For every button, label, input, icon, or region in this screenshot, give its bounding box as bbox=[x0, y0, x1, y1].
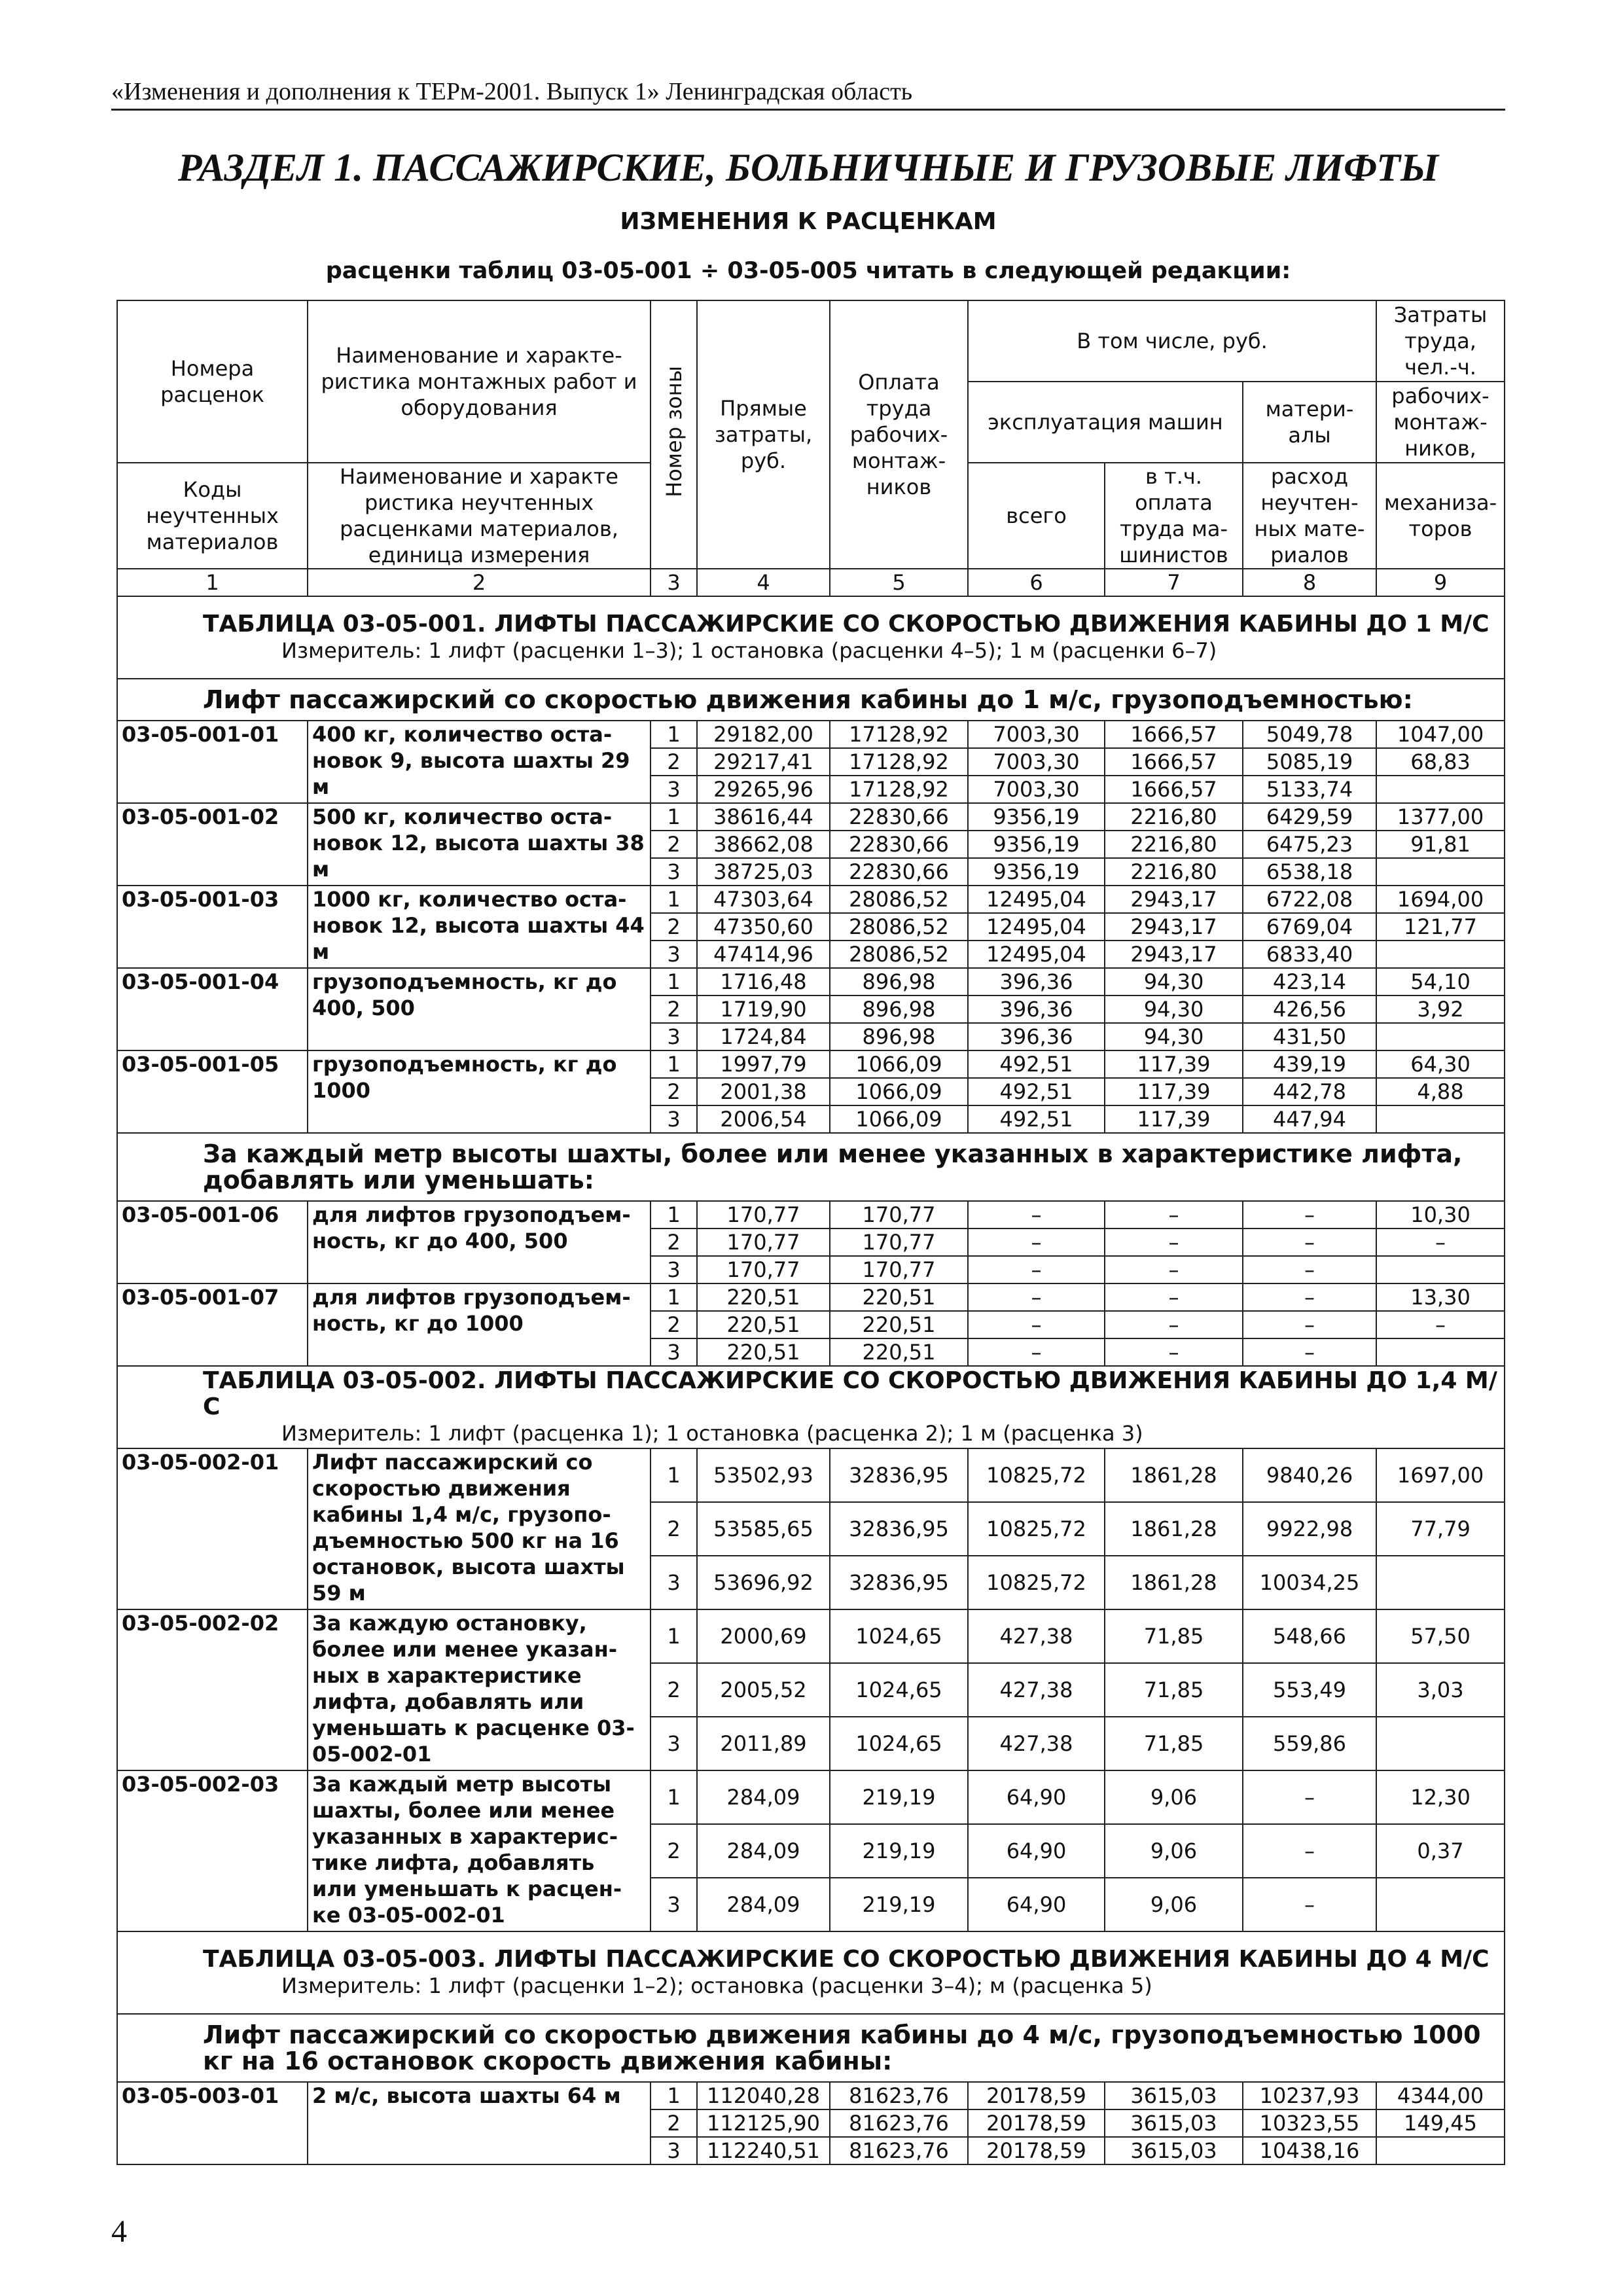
value-cell: 32836,95 bbox=[830, 1502, 968, 1556]
value-cell: 170,77 bbox=[830, 1256, 968, 1283]
value-cell: – bbox=[968, 1229, 1105, 1256]
value-cell: 170,77 bbox=[830, 1229, 968, 1256]
rate-code: 03-05-002-03 bbox=[117, 1770, 308, 1931]
value-cell: 1697,00 bbox=[1376, 1448, 1505, 1502]
value-cell bbox=[1376, 1256, 1505, 1283]
value-cell: – bbox=[1243, 1229, 1376, 1256]
value-cell: 1666,57 bbox=[1105, 776, 1243, 803]
value-cell: 9922,98 bbox=[1243, 1502, 1376, 1556]
col-mechanics: механиза-торов bbox=[1376, 463, 1505, 569]
value-cell: 6475,23 bbox=[1243, 831, 1376, 858]
value-cell: 29217,41 bbox=[697, 748, 830, 776]
value-cell bbox=[1376, 1105, 1505, 1133]
value-cell: 4,88 bbox=[1376, 1078, 1505, 1105]
value-cell: 6722,08 bbox=[1243, 886, 1376, 913]
value-cell: – bbox=[1243, 1824, 1376, 1878]
value-cell: 10237,93 bbox=[1243, 2082, 1376, 2109]
section-heading: ТАБЛИЦА 03-05-002. ЛИФТЫ ПАССАЖИРСКИЕ СО СКОРОСТЬЮ ДВИЖЕНИЯ КАБИНЫ ДО 1,4 М/С bbox=[203, 1367, 1497, 1420]
value-cell: 22830,66 bbox=[830, 858, 968, 886]
value-cell: 1861,28 bbox=[1105, 1502, 1243, 1556]
zone-cell: 1 bbox=[651, 1448, 697, 1502]
value-cell: 2001,38 bbox=[697, 1078, 830, 1105]
value-cell: 6429,59 bbox=[1243, 803, 1376, 831]
value-cell: 492,51 bbox=[968, 1105, 1105, 1133]
rate-code: 03-05-001-07 bbox=[117, 1283, 308, 1366]
value-cell: 220,51 bbox=[697, 1338, 830, 1366]
rate-name: 1000 кг, количество оста-новок 12, высота шахты 44 м bbox=[308, 886, 651, 968]
value-cell: 81623,76 bbox=[830, 2109, 968, 2137]
zone-cell: 2 bbox=[651, 1229, 697, 1256]
value-cell: 20178,59 bbox=[968, 2137, 1105, 2164]
rate-name: для лифтов грузоподъем-ность, кг до 1000 bbox=[308, 1283, 651, 1366]
value-cell: 17128,92 bbox=[830, 721, 968, 748]
value-cell: 10438,16 bbox=[1243, 2137, 1376, 2164]
value-cell: – bbox=[1243, 1878, 1376, 1931]
value-cell: 9356,19 bbox=[968, 858, 1105, 886]
value-cell: 38725,03 bbox=[697, 858, 830, 886]
value-cell: 426,56 bbox=[1243, 996, 1376, 1023]
col-numbers: Номера расценок bbox=[117, 300, 308, 463]
value-cell: 20178,59 bbox=[968, 2082, 1105, 2109]
value-cell bbox=[1376, 1023, 1505, 1050]
value-cell: 81623,76 bbox=[830, 2082, 968, 2109]
zone-cell: 1 bbox=[651, 1770, 697, 1824]
value-cell: 28086,52 bbox=[830, 941, 968, 968]
column-numbers-row: 1 2 3 4 5 6 7 8 9 bbox=[117, 569, 1505, 596]
zone-cell: 1 bbox=[651, 968, 697, 996]
col-name2: Наименование и характе ристика неучтенных расценками материалов, единица измерения bbox=[308, 463, 651, 569]
value-cell: 117,39 bbox=[1105, 1078, 1243, 1105]
value-cell: 1724,84 bbox=[697, 1023, 830, 1050]
col-direct: Прямые затраты, руб. bbox=[697, 300, 830, 569]
table-row bbox=[117, 1201, 1505, 1229]
value-cell: 71,85 bbox=[1105, 1609, 1243, 1663]
value-cell bbox=[1376, 1717, 1505, 1770]
value-cell: 47350,60 bbox=[697, 913, 830, 941]
value-cell: 1694,00 bbox=[1376, 886, 1505, 913]
value-cell: 442,78 bbox=[1243, 1078, 1376, 1105]
value-cell: – bbox=[1243, 1311, 1376, 1338]
value-cell: 284,09 bbox=[697, 1824, 830, 1878]
value-cell: 9,06 bbox=[1105, 1878, 1243, 1931]
section-heading: ТАБЛИЦА 03-05-001. ЛИФТЫ ПАССАЖИРСКИЕ СО СКОРОСТЬЮ ДВИЖЕНИЯ КАБИНЫ ДО 1 М/С bbox=[203, 611, 1489, 637]
value-cell: 1997,79 bbox=[697, 1050, 830, 1078]
subtitle: ИЗМЕНЕНИЯ К РАСЦЕНКАМ bbox=[620, 208, 997, 235]
value-cell: 220,51 bbox=[830, 1311, 968, 1338]
value-cell: 12495,04 bbox=[968, 886, 1105, 913]
value-cell: 427,38 bbox=[968, 1663, 1105, 1717]
value-cell: 71,85 bbox=[1105, 1663, 1243, 1717]
value-cell: 38662,08 bbox=[697, 831, 830, 858]
value-cell: 6769,04 bbox=[1243, 913, 1376, 941]
table-row bbox=[117, 886, 1505, 913]
rate-code: 03-05-001-04 bbox=[117, 968, 308, 1050]
zone-cell: 1 bbox=[651, 2082, 697, 2109]
col-machinists: в т.ч. оплата труда ма-шинистов bbox=[1105, 463, 1243, 569]
value-cell: 10034,25 bbox=[1243, 1556, 1376, 1609]
rates-table bbox=[116, 300, 1505, 2165]
value-cell: 10323,55 bbox=[1243, 2109, 1376, 2137]
rate-code: 03-05-001-02 bbox=[117, 803, 308, 886]
zone-cell: 2 bbox=[651, 748, 697, 776]
value-cell: 22830,66 bbox=[830, 803, 968, 831]
value-cell: – bbox=[1243, 1283, 1376, 1311]
zone-cell: 2 bbox=[651, 913, 697, 941]
table-row bbox=[117, 2082, 1505, 2109]
zone-cell: 2 bbox=[651, 1502, 697, 1556]
value-cell: 12,30 bbox=[1376, 1770, 1505, 1824]
value-cell bbox=[1376, 858, 1505, 886]
zone-cell: 3 bbox=[651, 776, 697, 803]
col-incl: В том числе, руб. bbox=[968, 300, 1376, 382]
value-cell: 117,39 bbox=[1105, 1105, 1243, 1133]
value-cell: – bbox=[968, 1338, 1105, 1366]
value-cell: 170,77 bbox=[697, 1229, 830, 1256]
zone-cell: 1 bbox=[651, 1050, 697, 1078]
value-cell: – bbox=[968, 1283, 1105, 1311]
value-cell: – bbox=[1243, 1201, 1376, 1229]
section-title: РАЗДЕЛ 1. ПАССАЖИРСКИЕ, БОЛЬНИЧНЫЕ И ГРУЗОВЫЕ ЛИФТЫ bbox=[177, 146, 1439, 189]
subsection-title: Лифт пассажирский со скоростью движения кабины до 1 м/с, грузоподъемностью: bbox=[117, 679, 1505, 721]
value-cell: 10,30 bbox=[1376, 1201, 1505, 1229]
rate-name: грузоподъемность, кг до 1000 bbox=[308, 1050, 651, 1133]
col-name: Наименование и характе-ристика монтажных работ и оборудования bbox=[308, 300, 651, 463]
zone-cell: 2 bbox=[651, 1663, 697, 1717]
subsection-title: За каждый метр высоты шахты, более или менее указанных в характеристике лифта, добавлять или уменьшать: bbox=[117, 1133, 1505, 1201]
rate-name: грузоподъемность, кг до 400, 500 bbox=[308, 968, 651, 1050]
value-cell: 1861,28 bbox=[1105, 1448, 1243, 1502]
value-cell: 1377,00 bbox=[1376, 803, 1505, 831]
value-cell: 112240,51 bbox=[697, 2137, 830, 2164]
value-cell: 7003,30 bbox=[968, 721, 1105, 748]
value-cell: 47414,96 bbox=[697, 941, 830, 968]
value-cell: 17128,92 bbox=[830, 748, 968, 776]
col-codes: Коды неучтенных материалов bbox=[117, 463, 308, 569]
zone-cell: 3 bbox=[651, 1556, 697, 1609]
value-cell: 1066,09 bbox=[830, 1078, 968, 1105]
zone-cell: 3 bbox=[651, 1878, 697, 1931]
value-cell: – bbox=[1243, 1770, 1376, 1824]
value-cell: 2005,52 bbox=[697, 1663, 830, 1717]
value-cell: 29265,96 bbox=[697, 776, 830, 803]
value-cell: – bbox=[968, 1256, 1105, 1283]
value-cell bbox=[1376, 941, 1505, 968]
zone-cell: 1 bbox=[651, 1283, 697, 1311]
measurement-unit: Измеритель: 1 лифт (расценки 1–3); 1 остановка (расценки 4–5); 1 м (расценки 6–7) bbox=[281, 638, 1217, 663]
table-row bbox=[117, 1770, 1505, 1824]
value-cell: 220,51 bbox=[697, 1283, 830, 1311]
zone-cell: 1 bbox=[651, 721, 697, 748]
subsection-title: Лифт пассажирский со скоростью движения кабины до 4 м/с, грузоподъемностью 1000 кг на 16 остановок скорость движения кабины: bbox=[117, 2014, 1505, 2082]
value-cell: 28086,52 bbox=[830, 913, 968, 941]
table-row bbox=[117, 1050, 1505, 1078]
value-cell: 5049,78 bbox=[1243, 721, 1376, 748]
value-cell: 396,36 bbox=[968, 996, 1105, 1023]
value-cell bbox=[1376, 776, 1505, 803]
value-cell: 53696,92 bbox=[697, 1556, 830, 1609]
value-cell: 3,92 bbox=[1376, 996, 1505, 1023]
value-cell: 1024,65 bbox=[830, 1663, 968, 1717]
col-materials: матери-алы bbox=[1243, 382, 1376, 463]
value-cell: 2943,17 bbox=[1105, 941, 1243, 968]
value-cell: 553,49 bbox=[1243, 1663, 1376, 1717]
measurement-unit: Измеритель: 1 лифт (расценка 1); 1 остановка (расценка 2); 1 м (расценка 3) bbox=[281, 1421, 1143, 1446]
value-cell: 219,19 bbox=[830, 1824, 968, 1878]
rate-code: 03-05-001-05 bbox=[117, 1050, 308, 1133]
value-cell: 10825,72 bbox=[968, 1556, 1105, 1609]
value-cell: 447,94 bbox=[1243, 1105, 1376, 1133]
value-cell: – bbox=[968, 1311, 1105, 1338]
value-cell: 94,30 bbox=[1105, 996, 1243, 1023]
value-cell: 896,98 bbox=[830, 1023, 968, 1050]
zone-cell: 3 bbox=[651, 1256, 697, 1283]
value-cell: 7003,30 bbox=[968, 748, 1105, 776]
value-cell: 17128,92 bbox=[830, 776, 968, 803]
rate-code: 03-05-002-02 bbox=[117, 1609, 308, 1770]
value-cell: 3615,03 bbox=[1105, 2082, 1243, 2109]
value-cell: 29182,00 bbox=[697, 721, 830, 748]
table-row bbox=[117, 1609, 1505, 1663]
value-cell: 220,51 bbox=[830, 1283, 968, 1311]
value-cell: – bbox=[1105, 1311, 1243, 1338]
value-cell: 548,66 bbox=[1243, 1609, 1376, 1663]
zone-cell: 1 bbox=[651, 803, 697, 831]
value-cell: 94,30 bbox=[1105, 968, 1243, 996]
value-cell: 64,90 bbox=[968, 1824, 1105, 1878]
value-cell: 10825,72 bbox=[968, 1448, 1105, 1502]
col-workers: рабочих-монтаж-ников, bbox=[1376, 382, 1505, 463]
value-cell: – bbox=[1243, 1256, 1376, 1283]
value-cell: 396,36 bbox=[968, 968, 1105, 996]
value-cell: 7003,30 bbox=[968, 776, 1105, 803]
value-cell: 896,98 bbox=[830, 968, 968, 996]
value-cell: 53585,65 bbox=[697, 1502, 830, 1556]
value-cell: 219,19 bbox=[830, 1770, 968, 1824]
value-cell: 1066,09 bbox=[830, 1105, 968, 1133]
value-cell: 9356,19 bbox=[968, 803, 1105, 831]
value-cell: – bbox=[1243, 1338, 1376, 1366]
value-cell: 112040,28 bbox=[697, 2082, 830, 2109]
value-cell: – bbox=[1105, 1229, 1243, 1256]
value-cell: 6538,18 bbox=[1243, 858, 1376, 886]
zone-cell: 2 bbox=[651, 1078, 697, 1105]
value-cell: 112125,90 bbox=[697, 2109, 830, 2137]
value-cell: 1024,65 bbox=[830, 1609, 968, 1663]
zone-cell: 3 bbox=[651, 2137, 697, 2164]
value-cell: 64,90 bbox=[968, 1770, 1105, 1824]
value-cell: 1861,28 bbox=[1105, 1556, 1243, 1609]
table-row bbox=[117, 1283, 1505, 1311]
value-cell: 64,30 bbox=[1376, 1050, 1505, 1078]
value-cell bbox=[1376, 1338, 1505, 1366]
col-consumption: расход неучтен-ных мате-риалов bbox=[1243, 463, 1376, 569]
zone-cell: 2 bbox=[651, 2109, 697, 2137]
value-cell: 149,45 bbox=[1376, 2109, 1505, 2137]
value-cell: 71,85 bbox=[1105, 1717, 1243, 1770]
value-cell: 12495,04 bbox=[968, 941, 1105, 968]
table-row bbox=[117, 1448, 1505, 1502]
rate-code: 03-05-001-03 bbox=[117, 886, 308, 968]
running-header: «Изменения и дополнения к ТЕРм-2001. Выпуск 1» Ленинградская область bbox=[111, 77, 1505, 111]
value-cell: 431,50 bbox=[1243, 1023, 1376, 1050]
col-zone: Номер зоны bbox=[651, 300, 697, 569]
zone-cell: 3 bbox=[651, 941, 697, 968]
value-cell: 3615,03 bbox=[1105, 2137, 1243, 2164]
value-cell: 1666,57 bbox=[1105, 748, 1243, 776]
value-cell: 13,30 bbox=[1376, 1283, 1505, 1311]
table-row bbox=[117, 803, 1505, 831]
value-cell: 427,38 bbox=[968, 1717, 1105, 1770]
value-cell: 77,79 bbox=[1376, 1502, 1505, 1556]
value-cell: 439,19 bbox=[1243, 1050, 1376, 1078]
page-number: 4 bbox=[111, 2214, 127, 2249]
rate-name: 400 кг, количество оста-новок 9, высота шахты 29 м bbox=[308, 721, 651, 803]
rate-name: Лифт пассажирский со скоростью движения кабины 1,4 м/с, грузопо-дъемностью 500 кг на 16 остановок, высота шахты 59 м bbox=[308, 1448, 651, 1609]
zone-cell: 2 bbox=[651, 1824, 697, 1878]
value-cell: 32836,95 bbox=[830, 1556, 968, 1609]
rate-code: 03-05-002-01 bbox=[117, 1448, 308, 1609]
value-cell: 219,19 bbox=[830, 1878, 968, 1931]
zone-cell: 1 bbox=[651, 886, 697, 913]
value-cell: – bbox=[1105, 1338, 1243, 1366]
zone-cell: 1 bbox=[651, 1201, 697, 1229]
value-cell: 20178,59 bbox=[968, 2109, 1105, 2137]
rate-name: За каждый метр высоты шахты, более или менее указанных в характерис-тике лифта, добавлять или уменьшать к расцен-ке 03-05-002-01 bbox=[308, 1770, 651, 1931]
rate-name: для лифтов грузоподъем-ность, кг до 400, 500 bbox=[308, 1201, 651, 1283]
value-cell: 1666,57 bbox=[1105, 721, 1243, 748]
value-cell: – bbox=[1105, 1256, 1243, 1283]
value-cell: 9,06 bbox=[1105, 1770, 1243, 1824]
value-cell: – bbox=[1105, 1201, 1243, 1229]
value-cell: 9356,19 bbox=[968, 831, 1105, 858]
value-cell: 10825,72 bbox=[968, 1502, 1105, 1556]
value-cell: 5085,19 bbox=[1243, 748, 1376, 776]
value-cell: 2216,80 bbox=[1105, 831, 1243, 858]
value-cell: 117,39 bbox=[1105, 1050, 1243, 1078]
col-pay: Оплата труда рабочих-монтаж-ников bbox=[830, 300, 968, 569]
value-cell: 64,90 bbox=[968, 1878, 1105, 1931]
value-cell: 9840,26 bbox=[1243, 1448, 1376, 1502]
value-cell: 22830,66 bbox=[830, 831, 968, 858]
value-cell: 9,06 bbox=[1105, 1824, 1243, 1878]
zone-cell: 2 bbox=[651, 996, 697, 1023]
value-cell: 423,14 bbox=[1243, 968, 1376, 996]
value-cell: 492,51 bbox=[968, 1078, 1105, 1105]
value-cell bbox=[1376, 1556, 1505, 1609]
zone-cell: 2 bbox=[651, 1311, 697, 1338]
rate-name: 2 м/с, высота шахты 64 м bbox=[308, 2082, 651, 2164]
value-cell: 2006,54 bbox=[697, 1105, 830, 1133]
value-cell: 5133,74 bbox=[1243, 776, 1376, 803]
value-cell: 94,30 bbox=[1105, 1023, 1243, 1050]
zone-cell: 3 bbox=[651, 1023, 697, 1050]
rate-name: За каждую остановку, более или менее указан-ных в характеристике лифта, добавлять или уменьшать к расценке 03-05-002-01 bbox=[308, 1609, 651, 1770]
value-cell: 427,38 bbox=[968, 1609, 1105, 1663]
col-machines: эксплуатация машин bbox=[968, 382, 1243, 463]
value-cell: 396,36 bbox=[968, 1023, 1105, 1050]
value-cell: 1719,90 bbox=[697, 996, 830, 1023]
zone-cell: 2 bbox=[651, 831, 697, 858]
col-labor: Затраты труда, чел.-ч. bbox=[1376, 300, 1505, 382]
table-row bbox=[117, 721, 1505, 748]
table-section-title bbox=[117, 1366, 1505, 1448]
value-cell: – bbox=[1376, 1229, 1505, 1256]
value-cell: 2011,89 bbox=[697, 1717, 830, 1770]
value-cell: – bbox=[968, 1201, 1105, 1229]
value-cell: 68,83 bbox=[1376, 748, 1505, 776]
value-cell: 1047,00 bbox=[1376, 721, 1505, 748]
value-cell: 53502,93 bbox=[697, 1448, 830, 1502]
value-cell: 91,81 bbox=[1376, 831, 1505, 858]
rate-name: 500 кг, количество оста-новок 12, высота шахты 38 м bbox=[308, 803, 651, 886]
rate-code: 03-05-001-01 bbox=[117, 721, 308, 803]
value-cell: 2000,69 bbox=[697, 1609, 830, 1663]
value-cell: 32836,95 bbox=[830, 1448, 968, 1502]
value-cell: 559,86 bbox=[1243, 1717, 1376, 1770]
value-cell: 121,77 bbox=[1376, 913, 1505, 941]
value-cell: 3,03 bbox=[1376, 1663, 1505, 1717]
value-cell: 220,51 bbox=[830, 1338, 968, 1366]
value-cell: 1024,65 bbox=[830, 1717, 968, 1770]
value-cell: 2216,80 bbox=[1105, 858, 1243, 886]
value-cell: 47303,64 bbox=[697, 886, 830, 913]
value-cell: 38616,44 bbox=[697, 803, 830, 831]
value-cell: 2943,17 bbox=[1105, 913, 1243, 941]
value-cell: 284,09 bbox=[697, 1878, 830, 1931]
value-cell: 1716,48 bbox=[697, 968, 830, 996]
value-cell bbox=[1376, 1878, 1505, 1931]
value-cell: 54,10 bbox=[1376, 968, 1505, 996]
value-cell: – bbox=[1376, 1311, 1505, 1338]
value-cell: 284,09 bbox=[697, 1770, 830, 1824]
value-cell: 170,77 bbox=[697, 1256, 830, 1283]
table-row bbox=[117, 968, 1505, 996]
rate-code: 03-05-003-01 bbox=[117, 2082, 308, 2164]
value-cell: 28086,52 bbox=[830, 886, 968, 913]
value-cell: 170,77 bbox=[830, 1201, 968, 1229]
value-cell bbox=[1376, 2137, 1505, 2164]
value-cell: 1066,09 bbox=[830, 1050, 968, 1078]
table-section-title bbox=[117, 1931, 1505, 2014]
value-cell: 170,77 bbox=[697, 1201, 830, 1229]
zone-cell: 3 bbox=[651, 858, 697, 886]
zone-cell: 3 bbox=[651, 1105, 697, 1133]
section-heading: ТАБЛИЦА 03-05-003. ЛИФТЫ ПАССАЖИРСКИЕ СО СКОРОСТЬЮ ДВИЖЕНИЯ КАБИНЫ ДО 4 М/С bbox=[203, 1946, 1489, 1973]
rate-code: 03-05-001-06 bbox=[117, 1201, 308, 1283]
zone-cell: 3 bbox=[651, 1338, 697, 1366]
table-section-title bbox=[117, 596, 1505, 679]
value-cell: 2943,17 bbox=[1105, 886, 1243, 913]
value-cell: 12495,04 bbox=[968, 913, 1105, 941]
zone-cell: 3 bbox=[651, 1717, 697, 1770]
col-total: всего bbox=[968, 463, 1105, 569]
measurement-unit: Измеритель: 1 лифт (расценки 1–2); остановка (расценки 3–4); м (расценка 5) bbox=[281, 1973, 1152, 1998]
value-cell: 2216,80 bbox=[1105, 803, 1243, 831]
intro-line: расценки таблиц 03-05-001 ÷ 03-05-005 читать в следующей редакции: bbox=[325, 258, 1291, 284]
value-cell: 3615,03 bbox=[1105, 2109, 1243, 2137]
value-cell: 896,98 bbox=[830, 996, 968, 1023]
value-cell: 4344,00 bbox=[1376, 2082, 1505, 2109]
value-cell: 220,51 bbox=[697, 1311, 830, 1338]
value-cell: 6833,40 bbox=[1243, 941, 1376, 968]
zone-cell: 1 bbox=[651, 1609, 697, 1663]
value-cell: 81623,76 bbox=[830, 2137, 968, 2164]
value-cell: – bbox=[1105, 1283, 1243, 1311]
value-cell: 0,37 bbox=[1376, 1824, 1505, 1878]
value-cell: 492,51 bbox=[968, 1050, 1105, 1078]
value-cell: 57,50 bbox=[1376, 1609, 1505, 1663]
